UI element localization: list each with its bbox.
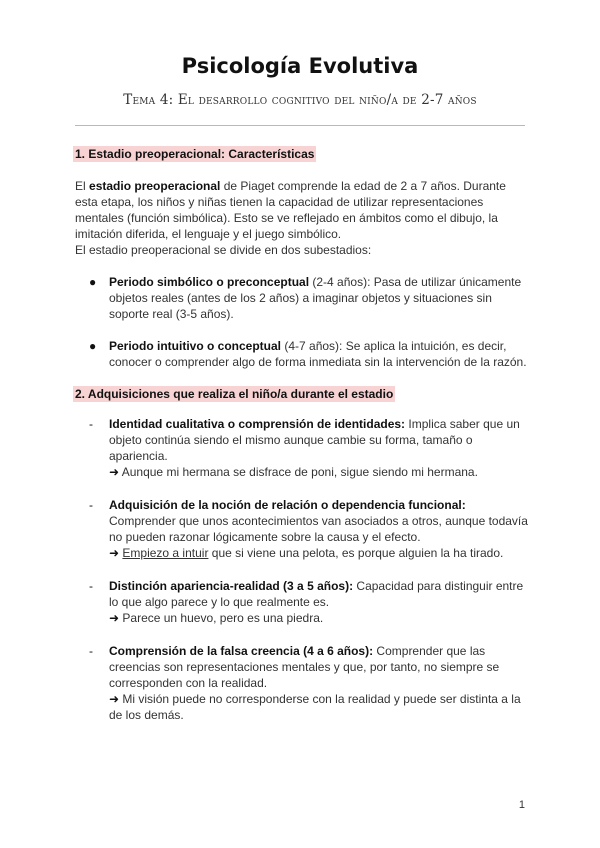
- list-item-text: (2-4 años): Pasa de utilizar únicamente objetos reales (antes de los 2 años) a imaginar objetos y situaciones sin soporte real (3-5 años).: [109, 275, 522, 321]
- intro-subestadios-line: El estadio preoperacional se divide en dos subestadios:: [75, 243, 372, 257]
- list-item-term: Distinción apariencia-realidad (3 a 5 años):: [109, 579, 354, 593]
- page-number: 1: [518, 799, 525, 811]
- document-subtitle: Tema 4: El desarrollo cognitivo del niño/a de 2-7 años: [123, 92, 477, 108]
- list-item: [75, 497, 531, 561]
- section-1-heading: 1. Estadio preoperacional: Características: [75, 147, 315, 161]
- bullet-icon: ●: [89, 275, 97, 289]
- list-item: [75, 416, 531, 480]
- list-item-text: (4-7 años): Se aplica la intuición, es decir, conocer o comprender algo de forma inmediata sin la intervención de la razón.: [109, 339, 527, 369]
- list-item-term: Periodo simbólico o preconceptual: [109, 275, 310, 289]
- section-2-heading: 2. Adquisiciones que realiza el niño/a durante el estadio: [75, 387, 394, 401]
- list-item-text: Implica saber que un objeto continúa siendo el mismo aunque cambie su forma, tamaño o apariencia.: [109, 417, 520, 463]
- list-item-text: Comprender que unos acontecimientos van asociados a otros, aunque todavía no pueden razonar lógicamente sobre la causa y el efecto.: [109, 514, 528, 544]
- example-text: que si viene una pelota, es porque alguien la ha tirado.: [208, 546, 504, 560]
- subestadios-list: [75, 274, 531, 370]
- list-item: [75, 274, 531, 322]
- section-1-intro: [75, 178, 531, 258]
- document-body: [75, 146, 531, 740]
- arrow-right-icon: ➜: [109, 546, 120, 560]
- list-item-term: Periodo intuitivo o conceptual: [109, 339, 282, 353]
- example-text: Mi visión puede no corresponderse con la realidad y puede ser distinta a la de los demás.: [109, 692, 521, 722]
- bullet-icon: ●: [89, 339, 97, 353]
- arrow-right-icon: ➜: [109, 692, 120, 706]
- list-item-term: Adquisición de la noción de relación o dependencia funcional:: [109, 498, 466, 512]
- list-item-text: Comprender que las creencias son representaciones mentales y que, por tanto, no siempre se corresponden con la realidad.: [109, 644, 500, 690]
- document-title: Psicología Evolutiva: [181, 54, 419, 78]
- list-item: [75, 338, 531, 370]
- adquisiciones-list: [75, 416, 531, 723]
- arrow-right-icon: ➜: [109, 465, 120, 479]
- intro-bold-term: estadio preoperacional: [89, 179, 221, 193]
- list-item: [75, 578, 531, 626]
- list-item-term: Comprensión de la falsa creencia (4 a 6 años):: [109, 644, 374, 658]
- intro-text-rest: de Piaget comprende la edad de 2 a 7 años. Durante esta etapa, los niños y niñas tienen la capacidad de utilizar representaciones mentales (función simbólica). Esto se ve reflejado en ámbitos como el dibujo, la imitación diferida, el lenguaje y el juego simbólico.: [75, 179, 506, 241]
- list-item-term: Identidad cualitativa o comprensión de identidades:: [109, 417, 406, 431]
- example-text: Parece un huevo, pero es una piedra.: [119, 611, 324, 625]
- dash-icon: -: [89, 644, 93, 658]
- intro-text-start: El: [75, 179, 90, 193]
- list-item: [75, 643, 531, 723]
- title-divider: [75, 125, 525, 126]
- list-item-text: Capacidad para distinguir entre lo que algo parece y lo que realmente es.: [109, 579, 524, 609]
- dash-icon: -: [89, 579, 93, 593]
- example-underlined-text: Empiezo a intuir: [122, 546, 209, 560]
- dash-icon: -: [89, 417, 93, 431]
- dash-icon: -: [89, 498, 93, 512]
- arrow-right-icon: ➜: [109, 611, 120, 625]
- example-text: Aunque mi hermana se disfrace de poni, sigue siendo mi hermana.: [119, 465, 478, 479]
